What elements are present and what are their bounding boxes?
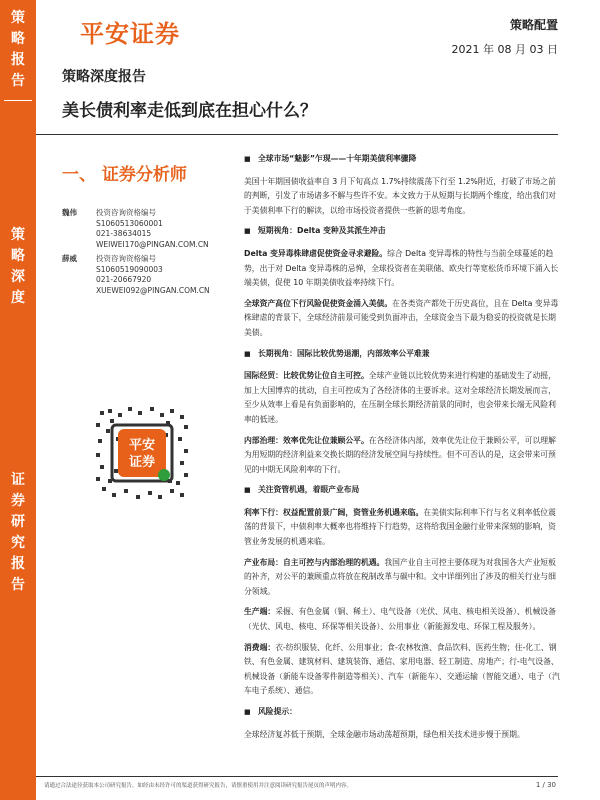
analyst-email[interactable]: XUEWEI092@PINGAN.COM.CN: [96, 285, 210, 295]
paragraph: [244, 369, 562, 427]
qr-code[interactable]: [92, 403, 192, 503]
analyst-phone: 021-20667920: [96, 275, 152, 284]
paragraph-body: 采掘、有色金属（铜、稀土）、电气设备（光伏、风电、核电相关设备）、机械设备（光伏、风电、核电、环保等相关设备）、公用事业（新能源发电、环保工程及服务）。: [244, 607, 556, 632]
wechat-icon: [158, 469, 170, 481]
section-heading: ■ 关注资管机遇，着眼产业布局: [244, 483, 562, 498]
section-heading: ■ 风险提示：: [244, 705, 562, 720]
footer-divider: [36, 776, 558, 777]
paragraph: 美国十年期国债收益率自 3 月下旬高点 1.7%持续震荡下行至 1.2%附近，打破了市场之前的判断，引发了市场诸多不解与些许不安。本文致力于从短期与长期两个维度，给出我们对于美债利率下行的解读，以给市场投资者提供一些新的思考角度。: [244, 176, 556, 215]
paragraph: [244, 506, 562, 550]
section-heading: ■ 短期视角：Delta 变种及其派生冲击: [244, 224, 562, 239]
paragraph-lead: 全球资产高位下行风险促使资金涌入美债。: [244, 298, 393, 308]
sidebar-divider: [4, 100, 32, 101]
paragraph-body: 综合 Delta 变异毒株的特性与当前全球蔓延的趋势，出于对 Delta 变异毒株的忌惮，全球投资者在美联储、欧央行等宽松货币环境下涌入长端美债，促使 10 年期美债收益率持续下行。: [244, 248, 559, 288]
paragraph: [244, 297, 562, 341]
qr-logo-text: 平安: [128, 438, 156, 453]
report-summary: [244, 148, 562, 748]
left-sidebar: [0, 0, 36, 800]
analyst-phone: 021-38634015: [96, 229, 152, 238]
section-heading: ■ 全球市场“魅影”乍现——十年期美债利率骤降: [244, 152, 562, 167]
paragraph-body: 我国产业自主可控主要体现为对我国各大产业短板的补齐，对公平的兼顾重点将放在税制改革与碳中和。文中详细列出了涉及的相关行业与细分领域。: [244, 557, 556, 596]
section-heading: ■ 长期视角：国际比较优势退潮，内部效率公平难兼: [244, 347, 562, 362]
report-type: 策略深度报告: [62, 69, 146, 85]
sidebar-label-strategy-depth: 策 略 深 度: [11, 227, 25, 306]
header-divider: [36, 134, 558, 135]
paragraph: [244, 247, 562, 291]
paragraph-lead: 产业布局：自主可控与内部治理的机遇。: [244, 557, 385, 567]
paragraph: [244, 556, 562, 600]
analyst-cert-no: S1060519090003: [96, 264, 163, 274]
paragraph-lead: 国际经贸：比较优势让位自主可控。: [244, 371, 369, 381]
paragraph-body: 在各经济体内部，效率优先让位于兼顾公平，可以理解为用短期的经济利益来交换长期的经济发展空间与持续性。但不可否认的是，这会带来可预见的中期无风险利率的下行。: [244, 435, 556, 474]
paragraph-lead: 利率下行：权益配置前景广阔，资管业务机遇来临。: [244, 507, 424, 517]
paragraph: [244, 434, 562, 478]
sidebar-label-securities-research: 证 券 研 究 报 告: [11, 472, 25, 593]
report-headline: 美长债利率走低到底在担心什么？: [62, 101, 317, 121]
analyst-section-title: 一、 证券分析师: [62, 165, 187, 185]
qr-logo-text: 证券: [128, 455, 156, 470]
analyst-cert-no: S1060513060001: [96, 218, 163, 228]
paragraph: 全球经济复苏低于预期，全球金融市场动荡超预期，绿色相关技术进步慢于预期。: [244, 729, 525, 739]
footer-disclaimer: 请通过合法途径获取本公司研究报告，如经由未经许可的渠道获得研究报告，请慎重使用并注意阅读研究报告尾页的声明内容。: [44, 783, 353, 789]
analyst-name: 魏伟: [62, 208, 77, 217]
paragraph: [244, 605, 562, 634]
report-category: 策略配置: [509, 18, 558, 32]
paragraph-lead: 内部治理：效率优先让位兼顾公平。: [244, 435, 369, 445]
paragraph-lead: 生产端：: [244, 607, 276, 617]
analyst-email[interactable]: WEIWEI170@PINGAN.COM.CN: [96, 239, 209, 249]
paragraph-lead: Delta 变异毒株肆虐促使资金寻求避险。: [244, 248, 388, 258]
company-logo: 平安证券: [80, 20, 180, 48]
analyst-cert-label: 投资咨询资格编号: [96, 208, 156, 217]
page-number: 1 / 30: [535, 781, 556, 789]
analyst-cert-label: 投资咨询资格编号: [96, 254, 156, 263]
paragraph-body: 在美债实际利率下行与名义利率低位震荡的背景下，中债利率大概率也将维持下行趋势，这将给我国金融行业带来深刻的影响，资管业务发展的机遇来临。: [244, 507, 556, 547]
paragraph-body: 全球产业链以比较优势来进行构建的基础发生了动摇，加上大国博弈的扰动，自主可控成为了各经济体的主要诉求。这对全球经济长期发展而言，至少从效率上看是有负面影响的，在压制全球长期经济前景的同时，也会带来长端无风险利率的低迷。: [244, 371, 556, 424]
analyst-name: 薛威: [62, 254, 77, 263]
paragraph-lead: 消费端：: [244, 642, 276, 652]
report-date: 2021 年 08 月 03 日: [451, 43, 558, 56]
paragraph-body: 衣-纺织服装、化纤、公用事业；食-农林牧渔、食品饮料、医药生物；住-化工、钢铁、有色金属、建筑材料、建筑装饰、通信、家用电器、轻工制造、房地产；行-电气设备、机械设备（新能车设备零件制造等相关）、汽车（新能车）、交通运输（智能交通）、电子（汽车电子系统）、通信。: [244, 642, 560, 696]
paragraph: [244, 641, 562, 699]
paragraph-body: 在各类资产都处于历史高位，且在 Delta 变异毒株肆虐的背景下，全球经济前景可能受到负面冲击，全球资金当下最为稳妥的投资就是长期美债。: [244, 298, 559, 337]
sidebar-label-strategy-report: 策 略 报 告: [11, 10, 25, 89]
